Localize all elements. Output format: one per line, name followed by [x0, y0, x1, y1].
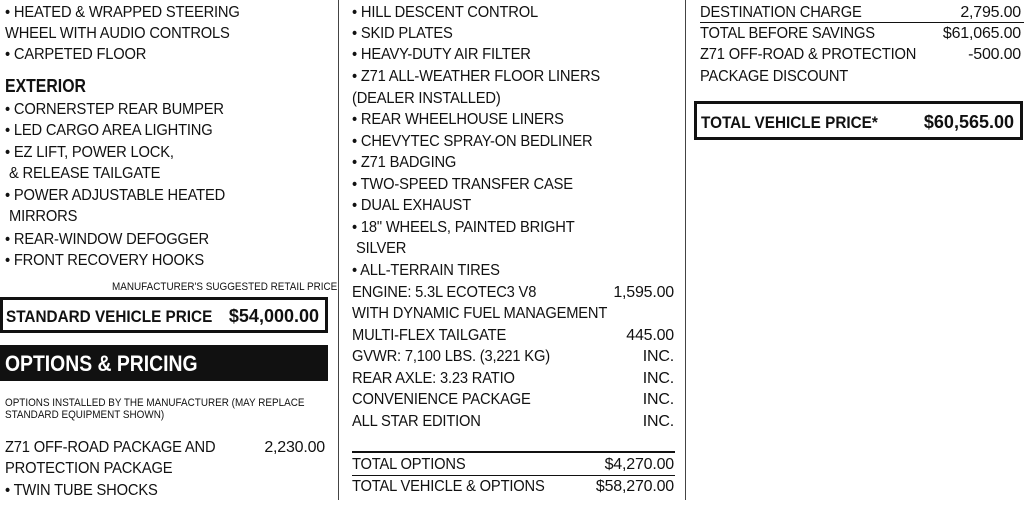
- feature-line: • ALL-TERRAIN TIRES: [352, 262, 500, 279]
- before-savings-amount: $61,065.00: [942, 25, 1021, 42]
- destination-label: DESTINATION CHARGE: [700, 4, 862, 21]
- total-vehicle-options-amount: $58,270.00: [595, 478, 674, 495]
- total-vehicle-price-label: TOTAL VEHICLE PRICE*: [701, 113, 878, 132]
- total-vehicle-price-amount: $60,565.00: [923, 112, 1014, 132]
- feature-line: • DUAL EXHAUST: [352, 197, 472, 214]
- option-label: ALL STAR EDITION: [352, 413, 481, 430]
- option-amount: INC.: [642, 413, 674, 430]
- feature-line: SILVER: [356, 240, 407, 257]
- feature-line: • HEATED & WRAPPED STEERING: [5, 4, 240, 21]
- total-options-label: TOTAL OPTIONS: [352, 456, 466, 473]
- total-rule: [352, 451, 675, 453]
- option-label: MULTI-FLEX TAILGATE: [352, 327, 507, 344]
- msrp-caption: MANUFACTURER'S SUGGESTED RETAIL PRICE: [112, 281, 338, 293]
- option-amount: INC.: [642, 391, 674, 408]
- option-label: WITH DYNAMIC FUEL MANAGEMENT: [352, 305, 608, 322]
- option-amount: 1,595.00: [613, 284, 674, 301]
- option-label: REAR AXLE: 3.23 RATIO: [352, 370, 515, 387]
- feature-line: • TWIN TUBE SHOCKS: [5, 482, 158, 499]
- standard-price-amount: $54,000.00: [228, 306, 319, 326]
- feature-line: • REAR-WINDOW DEFOGGER: [5, 231, 209, 248]
- column-divider: [685, 0, 686, 500]
- exterior-heading: EXTERIOR: [5, 76, 86, 96]
- feature-line: • CARPETED FLOOR: [5, 46, 147, 63]
- feature-line: • HEAVY-DUTY AIR FILTER: [352, 46, 531, 63]
- middle-column: [347, 0, 677, 505]
- feature-line: • LED CARGO AREA LIGHTING: [5, 122, 213, 139]
- feature-line: • Z71 BADGING: [352, 154, 457, 171]
- option-label: CONVENIENCE PACKAGE: [352, 391, 531, 408]
- feature-line: (DEALER INSTALLED): [352, 90, 501, 107]
- feature-line: • REAR WHEELHOUSE LINERS: [352, 111, 564, 128]
- feature-line: • CORNERSTEP REAR BUMPER: [5, 101, 224, 118]
- options-banner: [0, 345, 328, 381]
- feature-line: & RELEASE TAILGATE: [9, 165, 161, 182]
- feature-line: • TWO-SPEED TRANSFER CASE: [352, 176, 573, 193]
- options-banner-title: OPTIONS & PRICING: [5, 351, 198, 376]
- discount-amount: -500.00: [968, 46, 1021, 63]
- discount-label: PACKAGE DISCOUNT: [700, 68, 849, 85]
- feature-line: • CHEVYTEC SPRAY-ON BEDLINER: [352, 133, 593, 150]
- feature-line: • SKID PLATES: [352, 25, 453, 42]
- total-options-amount: $4,270.00: [604, 456, 674, 473]
- feature-line: • FRONT RECOVERY HOOKS: [5, 252, 205, 269]
- feature-line: • EZ LIFT, POWER LOCK,: [5, 144, 174, 161]
- option-amount: INC.: [642, 348, 674, 365]
- left-column: [0, 0, 338, 505]
- feature-line: • Z71 ALL-WEATHER FLOOR LINERS: [352, 68, 601, 85]
- feature-line: MIRRORS: [9, 208, 78, 225]
- total-vehicle-options-label: TOTAL VEHICLE & OPTIONS: [352, 478, 545, 495]
- option-label: ENGINE: 5.3L ECOTEC3 V8: [352, 284, 537, 301]
- feature-line: WHEEL WITH AUDIO CONTROLS: [5, 25, 230, 42]
- discount-label: Z71 OFF-ROAD & PROTECTION: [700, 46, 917, 63]
- feature-line: • HILL DESCENT CONTROL: [352, 4, 538, 21]
- option-amount: 445.00: [626, 327, 674, 344]
- option-label: PROTECTION PACKAGE: [5, 460, 173, 477]
- standard-price-box: [0, 297, 328, 333]
- right-column: [694, 0, 1024, 505]
- option-amount: INC.: [642, 370, 674, 387]
- options-note: STANDARD EQUIPMENT SHOWN): [5, 409, 165, 421]
- option-amount: 2,230.00: [264, 439, 325, 456]
- destination-amount: 2,795.00: [960, 4, 1021, 21]
- option-label: Z71 OFF-ROAD PACKAGE AND: [5, 439, 216, 456]
- standard-price-label: STANDARD VEHICLE PRICE: [6, 307, 213, 326]
- option-label: GVWR: 7,100 LBS. (3,221 KG): [352, 348, 550, 365]
- before-savings-label: TOTAL BEFORE SAVINGS: [700, 25, 875, 42]
- feature-line: • 18" WHEELS, PAINTED BRIGHT: [352, 219, 575, 236]
- total-vehicle-price-box: [694, 101, 1023, 140]
- feature-line: • POWER ADJUSTABLE HEATED: [5, 187, 226, 204]
- column-divider: [338, 0, 339, 500]
- options-note: OPTIONS INSTALLED BY THE MANUFACTURER (MAY REPLACE: [5, 397, 305, 409]
